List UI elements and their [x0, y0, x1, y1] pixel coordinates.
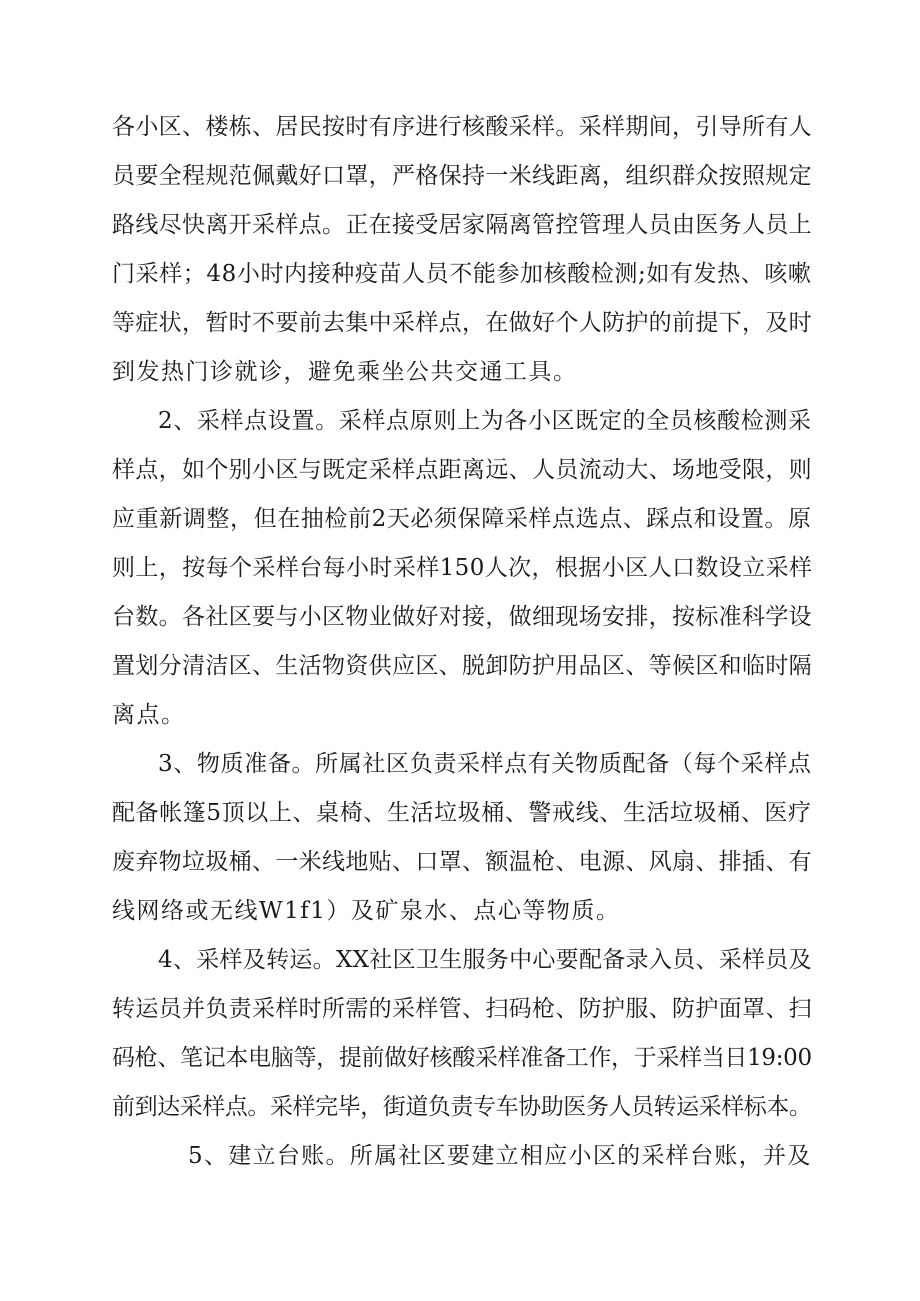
text-line: 应重新调整，但在抽检前2天必须保障采样点选点、踩点和设置。原: [112, 506, 812, 532]
text-line: 各小区、楼栋、居民按时有序进行核酸采样。采样期间，引导所有人: [112, 114, 812, 140]
text-line: 置划分清洁区、生活物资供应区、脱卸防护用品区、等候区和临时隔: [112, 653, 812, 679]
text-line: 员要全程规范佩戴好口罩，严格保持一米线距离，组织群众按照规定: [112, 163, 812, 189]
text-line: 样点，如个别小区与既定采样点距离远、人员流动大、场地受限，则: [112, 457, 812, 483]
text-line: 到发热门诊就诊，避免乘坐公共交通工具。: [112, 359, 578, 385]
text-line: 线网络或无线W1f1）及矿泉水、点心等物质。: [112, 898, 621, 924]
text-line: 转运员并负责采样时所需的采样管、扫码枪、防护服、防护面罩、扫: [112, 996, 812, 1022]
text-line: 路线尽快离开采样点。正在接受居家隔离管控管理人员由医务人员上: [112, 212, 812, 238]
text-line: 4、采样及转运。XX社区卫生服务中心要配备录入员、采样员及: [158, 947, 812, 973]
text-line: 则上，按每个采样台每小时采样150人次，根据小区人口数设立采样: [112, 555, 813, 581]
text-line: 废弃物垃圾桶、一米线地贴、口罩、额温枪、电源、风扇、排插、有: [112, 849, 812, 875]
text-line: 2、采样点设置。采样点原则上为各小区既定的全员核酸检测采: [158, 408, 812, 434]
text-line: 3、物质准备。所属社区负责采样点有关物质配备（每个采样点: [158, 751, 812, 777]
text-line: 前到达采样点。采样完毕，街道负责专车协助医务人员转运采样标本。: [112, 1094, 812, 1120]
text-line: 门采样；48小时内接种疫苗人员不能参加核酸检测;如有发热、咳嗽: [112, 261, 812, 287]
text-line: 5、建立台账。所属社区要建立相应小区的采样台账，并及: [188, 1143, 812, 1169]
text-line: 配备帐篷5顶以上、桌椅、生活垃圾桶、警戒线、生活垃圾桶、医疗: [112, 800, 812, 826]
text-line: 台数。各社区要与小区物业做好对接，做细现场安排，按标准科学设: [112, 604, 812, 630]
text-line: 离点。: [112, 702, 186, 728]
text-line: 码枪、笔记本电脑等，提前做好核酸采样准备工作，于采样当日19:00: [112, 1045, 812, 1071]
text-line: 等症状，暂时不要前去集中采样点，在做好个人防护的前提下，及时: [112, 310, 812, 336]
